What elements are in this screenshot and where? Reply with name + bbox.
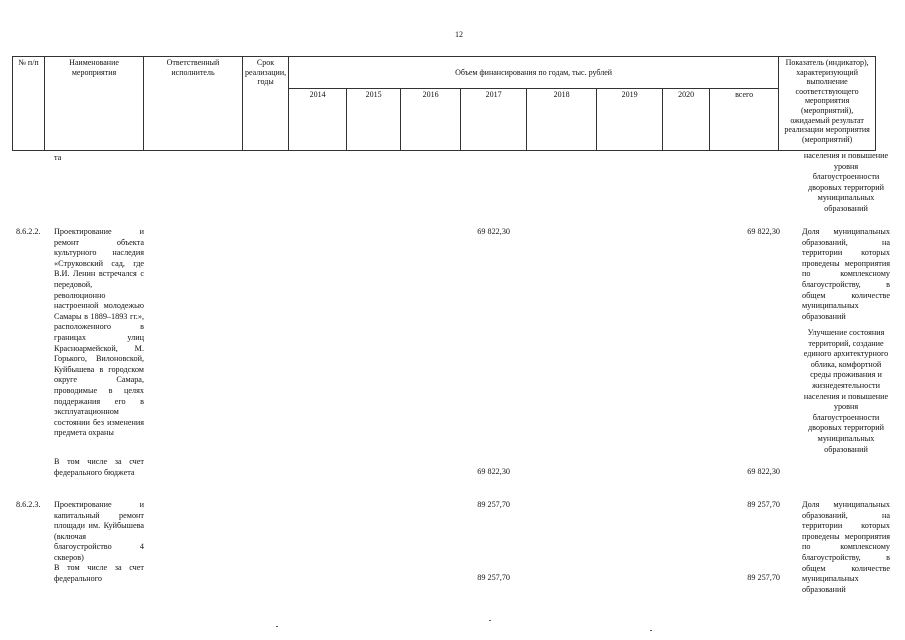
measure-name: Проектирование и ремонт объекта культурного наследия «Струковский сад, где В.И. Ленин встречался с передовой, революционно настроенной молодежью Самары в 1889–1893 гг.», расположенного в границах улиц Красноармейской, М. Горького, Вилоновской, Куйбышева в городском округе Самара, проводимые в целях поддержания его в эксплуатационном состоянии без изменения предмета охраны xyxy=(54,227,144,438)
subrow-value-2017: 89 257,70 xyxy=(477,573,510,582)
header-no: № п/п xyxy=(13,57,45,151)
table-header xyxy=(12,56,876,151)
name-continuation: та xyxy=(54,153,62,162)
subrow-value-total: 69 822,30 xyxy=(747,467,780,476)
header-year-2018: 2018 xyxy=(527,89,597,151)
header-term: Срок реализации, годы xyxy=(243,57,289,151)
header-year-2016: 2016 xyxy=(401,89,461,151)
value-2017: 69 822,30 xyxy=(477,227,510,236)
subrow-name: В том числе за счет федерального бюджета xyxy=(54,457,144,477)
indicator-text: Улучшение состояния территорий, создание единого архитектурного облика, комфортной среды проживания и жизнедеятельности населения и повышение уровня благоустроенности дворовых территорий муниципальных образований xyxy=(803,328,889,454)
subrow-name: В том числе за счет федерального xyxy=(54,563,144,583)
indicator-text: Доля муниципальных образований, на территории которых проведены мероприятия по комплексному благоустройству, в общем количестве муниципальных образований xyxy=(802,227,890,321)
measure-name: Проектирование и капитальный ремонт площади им. Куйбышева (включая благоустройство 4 скверов) xyxy=(54,500,144,562)
header-year-2020: 2020 xyxy=(663,89,710,151)
header-year-2019: 2019 xyxy=(597,89,663,151)
value-total: 69 822,30 xyxy=(747,227,780,236)
header-name: Наименование мероприятия xyxy=(45,57,144,151)
row-number: 8.6.2.3. xyxy=(16,500,41,509)
header-year-2017: 2017 xyxy=(461,89,527,151)
subrow-value-2017: 69 822,30 xyxy=(477,467,510,476)
subrow-value-total: 89 257,70 xyxy=(747,573,780,582)
header-total: всего xyxy=(710,89,779,151)
header-indicator: Показатель (индикатор), характеризующий выполнение соответствующего мероприятия (мероприятий), ожидаемый результат реализации мероприятия (мероприятий) xyxy=(779,57,876,151)
scan-speck xyxy=(489,620,491,621)
row-number: 8.6.2.2. xyxy=(16,227,41,236)
page-number: 12 xyxy=(455,30,463,39)
value-total: 89 257,70 xyxy=(747,500,780,509)
value-2017: 89 257,70 xyxy=(477,500,510,509)
header-year-2015: 2015 xyxy=(347,89,401,151)
scan-speck xyxy=(276,626,278,627)
indicator-text: Доля муниципальных образований, на территории которых проведены мероприятия по комплексному благоустройству, в общем количестве муниципальных образований xyxy=(802,500,890,594)
indicator-continuation: населения и повышение уровня благоустроенности дворовых территорий муниципальных образований xyxy=(803,151,889,213)
header-funding: Объем финансирования по годам, тыс. рублей xyxy=(289,57,779,89)
header-responsible: Ответственный исполнитель xyxy=(144,57,243,151)
header-year-2014: 2014 xyxy=(289,89,347,151)
scan-speck xyxy=(650,630,652,631)
